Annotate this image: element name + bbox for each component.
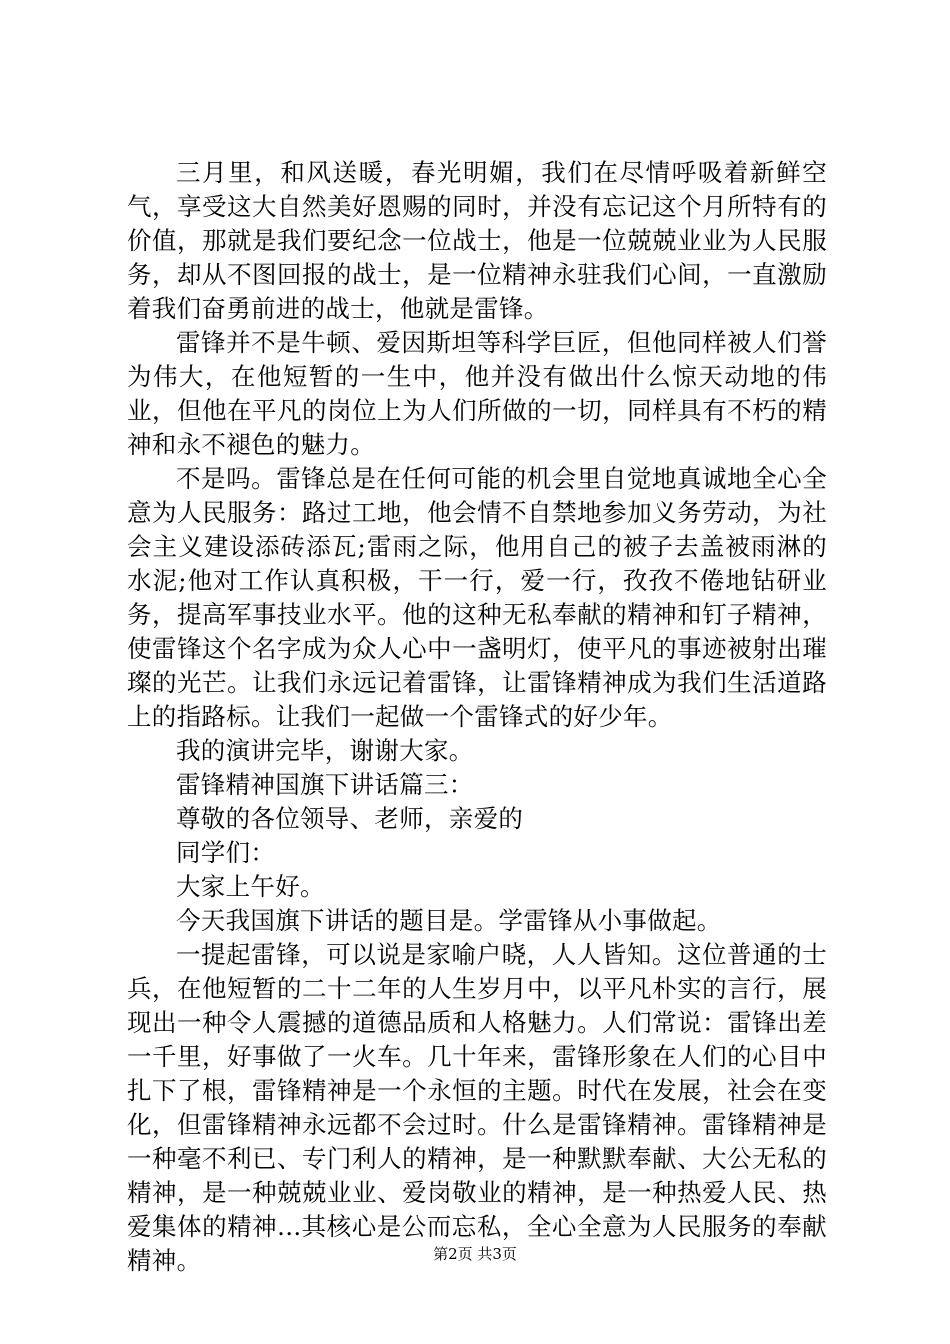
greeting: 大家上午好。 bbox=[176, 872, 325, 901]
paragraph-1: 三月里，和风送暖，春光明媚，我们在尽情呼吸着新鲜空气，享受这大自然美好恩赐的同时，并没有忘记这个月所特有的价值，那就是我们要纪念一位战士，他是一位兢兢业业为人民服务，却从不图回报的战士，是一位精神永驻我们心间，一直激励着我们奋勇前进的战士，他就是雷锋。 bbox=[127, 158, 827, 323]
paragraph-3: 不是吗。雷锋总是在任何可能的机会里自觉地真诚地全心全意为人民服务：路过工地，他会情不自禁地参加义务劳动，为社会主义建设添砖添瓦;雷雨之际，他用自己的被子去盖被雨淋的水泥;他对工作认真积极，干一行，爱一行，孜孜不倦地钻研业务，提高军事技业水平。他的这种无私奉献的精神和钉子精神，使雷锋这个名字成为众人心中一盏明灯，使平凡的事迹被射出璀璨的光芒。让我们永远记着雷锋，让雷锋精神成为我们生活道路上的指路标。让我们一起做一个雷锋式的好少年。 bbox=[127, 464, 827, 731]
salutation-line-1: 尊敬的各位领导、老师，亲爱的 bbox=[176, 804, 524, 833]
paragraph-main: 一提起雷锋，可以说是家喻户晓，人人皆知。这位普通的士兵，在他短暂的二十二年的人生岁月中，以平凡朴实的言行，展现出一种令人震撼的道德品质和人格魅力。人们常说：雷锋出差一千里，好事做了一火车。几十年来，雷锋形象在人们的心目中扎下了根，雷锋精神是一个永恒的主题。时代在发展，社会在变化，但雷锋精神永远都不会过时。什么是雷锋精神。雷锋精神是一种毫不利已、专门利人的精神，是一种默默奉献、大公无私的精神，是一种兢兢业业、爱岗敬业的精神，是一种热爱人民、热爱集体的精神...其核心是公而忘私，全心全意为人民服务的奉献精神。 bbox=[127, 940, 827, 1275]
speech-topic: 今天我国旗下讲话的题目是。学雷锋从小事做起。 bbox=[176, 906, 722, 935]
paragraph-closing: 我的演讲完毕，谢谢大家。 bbox=[176, 736, 474, 765]
page-footer: 第2页 共3页 bbox=[433, 1245, 517, 1263]
speech-body bbox=[127, 156, 827, 1278]
section-heading: 雷锋精神国旗下讲话篇三： bbox=[176, 770, 474, 799]
salutation-line-2: 同学们： bbox=[176, 838, 276, 867]
paragraph-2: 雷锋并不是牛顿、爱因斯坦等科学巨匠，但他同样被人们誉为伟大，在他短暂的一生中，他并没有做出什么惊天动地的伟业，但他在平凡的岗位上为人们所做的一切，同样具有不朽的精神和永不褪色的魅力。 bbox=[127, 328, 827, 459]
